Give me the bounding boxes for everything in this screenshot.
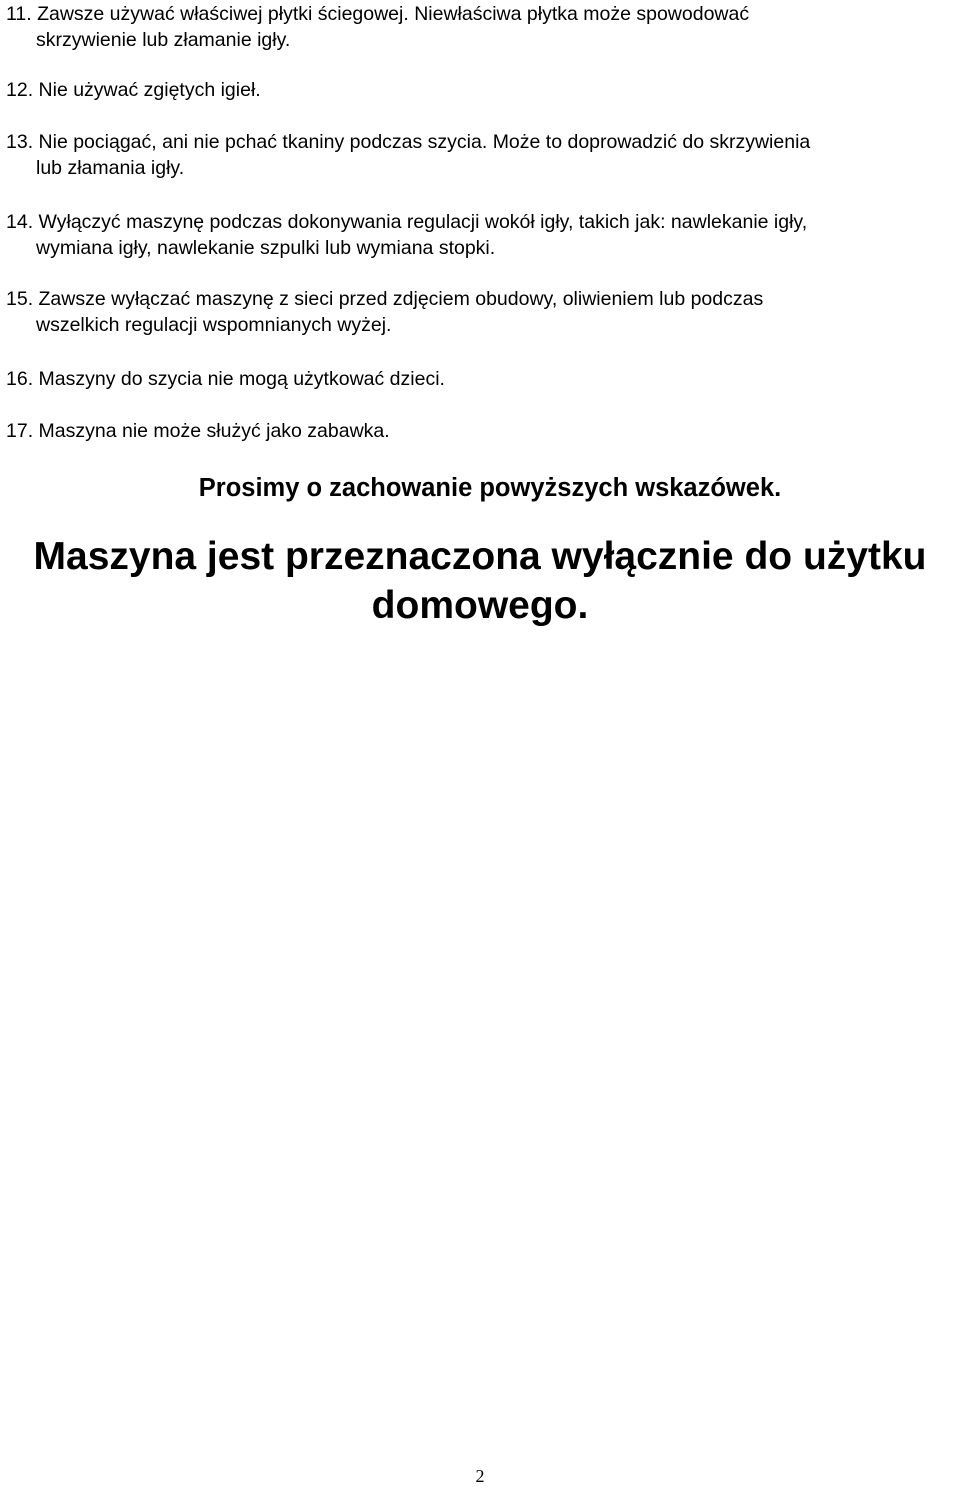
household-use-notice <box>0 532 960 630</box>
item-line: 13. Nie pociągać, ani nie pchać tkaniny podczas szycia. Może to doprowadzić do skrzywienia <box>6 131 811 153</box>
instructions-notice: Prosimy o zachowanie powyższych wskazówek. <box>198 474 782 502</box>
item-line: skrzywienie lub złamanie igły. <box>36 29 291 51</box>
safety-item-13 <box>6 129 951 181</box>
notice-line-1: Maszyna jest przeznaczona wyłącznie do użytku <box>33 535 927 578</box>
item-line: 14. Wyłączyć maszynę podczas dokonywania regulacji wokół igły, takich jak: nawlekanie igły, <box>6 211 808 233</box>
item-line: 16. Maszyny do szycia nie mogą użytkować dzieci. <box>6 368 445 390</box>
safety-item-16 <box>6 366 951 392</box>
item-line: 11. Zawsze używać właściwej płytki ściegowej. Niewłaściwa płytka może spowodować <box>6 3 750 25</box>
notice-line-2: domowego. <box>371 584 589 627</box>
safety-item-12 <box>6 77 951 103</box>
item-line: wszelkich regulacji wspomnianych wyżej. <box>36 314 392 336</box>
item-line: 15. Zawsze wyłączać maszynę z sieci przed zdjęciem obudowy, oliwieniem lub podczas <box>6 288 764 310</box>
item-line: lub złamania igły. <box>36 157 185 179</box>
item-line: 17. Maszyna nie może służyć jako zabawka. <box>6 420 390 442</box>
item-line: wymiana igły, nawlekanie szpulki lub wymiana stopki. <box>36 237 496 259</box>
safety-item-14 <box>6 209 951 261</box>
safety-item-17 <box>6 418 951 444</box>
safety-item-11 <box>6 1 951 53</box>
item-line: 12. Nie używać zgiętych igieł. <box>6 79 261 101</box>
page-number: 2 <box>475 1466 485 1486</box>
safety-item-15 <box>6 286 951 338</box>
